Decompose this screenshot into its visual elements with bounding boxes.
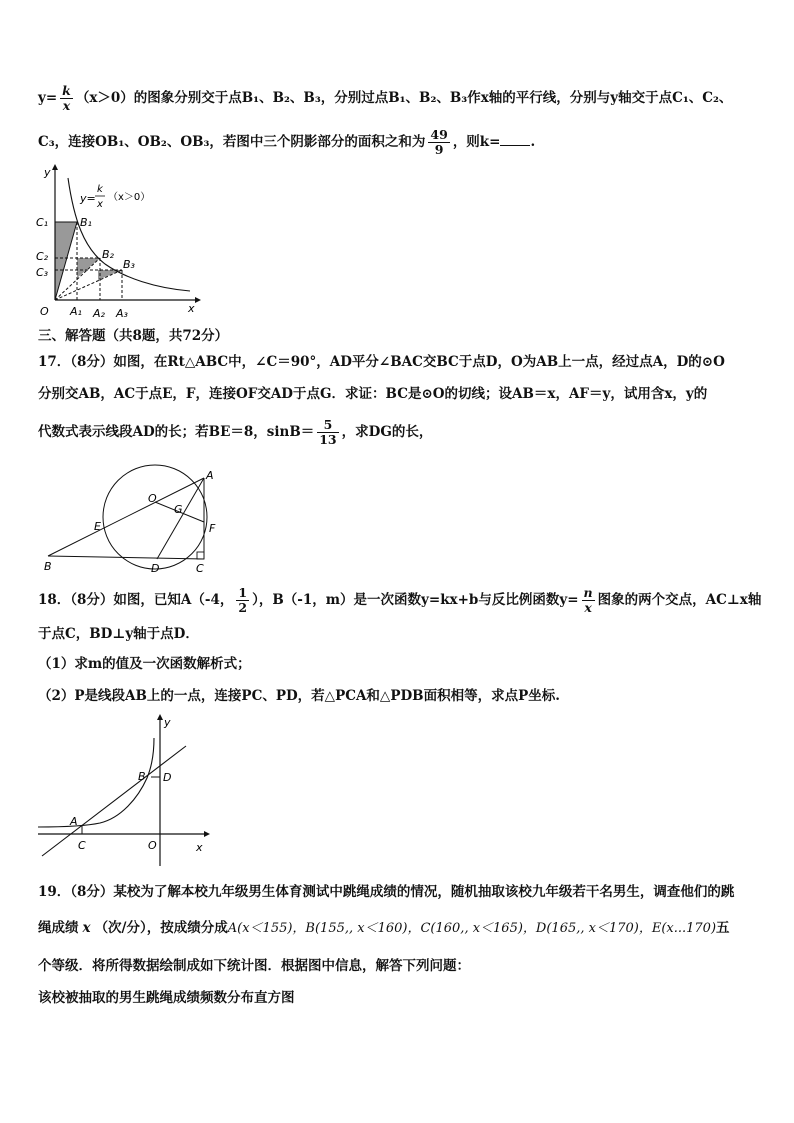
q16-func-denominator: x [62, 98, 71, 113]
q19-line-4: 该校被抽取的男生跳绳成绩频数分布直方图 [38, 990, 295, 1006]
hyperbola-curve [38, 738, 154, 827]
q18-line-2: 于点C，BD⊥y轴于点D． [38, 626, 199, 642]
label-o: O [148, 839, 157, 852]
q18-text-1c: 图象的两个交点，AC⊥x轴 [597, 592, 762, 608]
q16-text-end: . [530, 134, 536, 150]
q16-area-denominator: 9 [434, 142, 444, 157]
label-g: G [174, 503, 183, 516]
q18-text-1b: ），B（-1，m）是一次函数y=kx+b与反比例函数y= [252, 592, 579, 608]
label-c1: C₁ [36, 216, 49, 229]
q16-answer-blank [500, 133, 530, 146]
x-axis-arrow [195, 297, 201, 303]
label-a: A [70, 815, 78, 828]
q16-area-fraction [428, 128, 449, 157]
label-x: x [188, 302, 195, 315]
q16-line-1 [38, 84, 732, 113]
q18-a-y-numerator: 1 [238, 585, 248, 600]
figure-17 [38, 462, 228, 577]
q18-part-1: （1）求m的值及一次函数解析式； [38, 656, 251, 672]
label-func-cond: （x＞0） [108, 192, 151, 203]
x-axis-arrow [204, 831, 210, 837]
q17-line-3 [38, 418, 432, 447]
label-func-y: y= [80, 192, 96, 205]
label-d: D [163, 771, 172, 784]
label-b3: B₃ [123, 258, 135, 271]
q16-func-fraction [60, 84, 73, 113]
label-a1: A₁ [70, 305, 82, 318]
q19-grade-ranges: A(x＜155)，B(155,, x＜160)，C(160,, x＜165)，D(165,, x＜170)，E(x...170) [227, 921, 717, 936]
q17-sinb-denominator: 13 [319, 432, 337, 447]
label-c2: C₂ [36, 250, 49, 263]
q16-area-numerator: 49 [430, 127, 448, 142]
q19-line-3: 个等级．将所得数据绘制成如下统计图．根据图中信息，解答下列问题： [38, 958, 470, 974]
q17-sinb-numerator: 5 [317, 418, 338, 433]
q16-text-2: C₃，连接OB₁、OB₂、OB₃，若图中三个阴影部分的面积之和为 [38, 134, 426, 150]
q18-func-numerator: n [583, 585, 593, 600]
q18-part-2: （2）P是线段AB上的一点，连接PC、PD，若△PCA和△PDB面积相等，求点P坐标. [38, 688, 560, 704]
q18-a-y-fraction [236, 586, 249, 615]
label-d: D [151, 562, 160, 575]
q19-text-2a: 绳成绩 [38, 920, 79, 936]
q16-text-1: （x＞0）的图象分别交于点B₁、B₂、B₃，分别过点B₁、B₂、B₃作x轴的平行线，分别与y轴交于点C₁、C₂、 [75, 90, 733, 106]
q19-line-1: 19．（8分）某校为了解本校九年级男生体育测试中跳绳成绩的情况，随机抽取该校九年级若干名男生，调查他们的跳 [38, 884, 735, 900]
q17-text-3a: 代数式表示线段AD的长；若BE＝8，sinB＝ [38, 424, 315, 440]
q18-func-denominator: x [584, 600, 592, 615]
label-a3: A₃ [116, 307, 128, 320]
segment-ab [48, 478, 204, 556]
q17-line-1: 17．（8分）如图，在Rt△ABC中，∠C＝90°，AD平分∠BAC交BC于点D，O为AB上一点，经过点A，D的⊙O [38, 354, 725, 370]
q19-text-2d: 五 [716, 920, 730, 936]
q19-variable-x: x [82, 920, 91, 936]
q18-line-1 [38, 586, 761, 615]
label-e: E [94, 520, 101, 533]
label-f: F [209, 522, 216, 535]
label-b: B [138, 770, 146, 783]
line-ab [42, 746, 186, 856]
label-b1: B₁ [80, 216, 92, 229]
q18-text-1a: 18．（8分）如图，已知A（-4， [38, 592, 234, 608]
label-a2: A₂ [93, 307, 105, 320]
q16-func-numerator: k [62, 83, 71, 98]
label-y: y [164, 716, 171, 729]
label-a: A [206, 469, 214, 482]
q16-text-3: ，则k= [452, 134, 501, 150]
q16-func-prefix: y= [38, 90, 58, 106]
q17-line-2: 分别交AB，AC于点E，F，连接OF交AD于点G．求证：BC是⊙O的切线；设AB＝x，AF＝y，试用含x，y的 [38, 386, 708, 402]
q17-text-3b: ，求DG的长， [341, 424, 433, 440]
label-c: C [78, 839, 86, 852]
y-axis-arrow [157, 714, 163, 720]
q16-line-2 [38, 128, 535, 157]
label-x: x [196, 841, 203, 854]
section-3-heading: 三、解答题（共8题，共72分） [38, 328, 229, 344]
q19-line-2 [38, 918, 730, 939]
label-c3: C₃ [36, 266, 49, 279]
label-func-k: k [97, 184, 103, 195]
figure-18 [36, 708, 216, 868]
label-c: C [196, 562, 204, 575]
q18-a-y-denominator: 2 [238, 600, 248, 615]
right-angle-mark [197, 552, 204, 559]
q17-sinb-fraction [317, 418, 338, 447]
label-o: O [40, 305, 49, 318]
label-o: O [148, 492, 157, 505]
q19-text-2b: （次/分），按成绩分成 [94, 920, 228, 936]
label-b: B [44, 560, 52, 573]
segment-bc [48, 556, 204, 559]
figure-16 [30, 160, 210, 320]
label-b2: B₂ [102, 248, 114, 261]
q18-func-fraction [582, 586, 595, 615]
label-func-x: x [97, 199, 103, 210]
label-y: y [44, 166, 51, 179]
y-axis-arrow [52, 164, 58, 170]
